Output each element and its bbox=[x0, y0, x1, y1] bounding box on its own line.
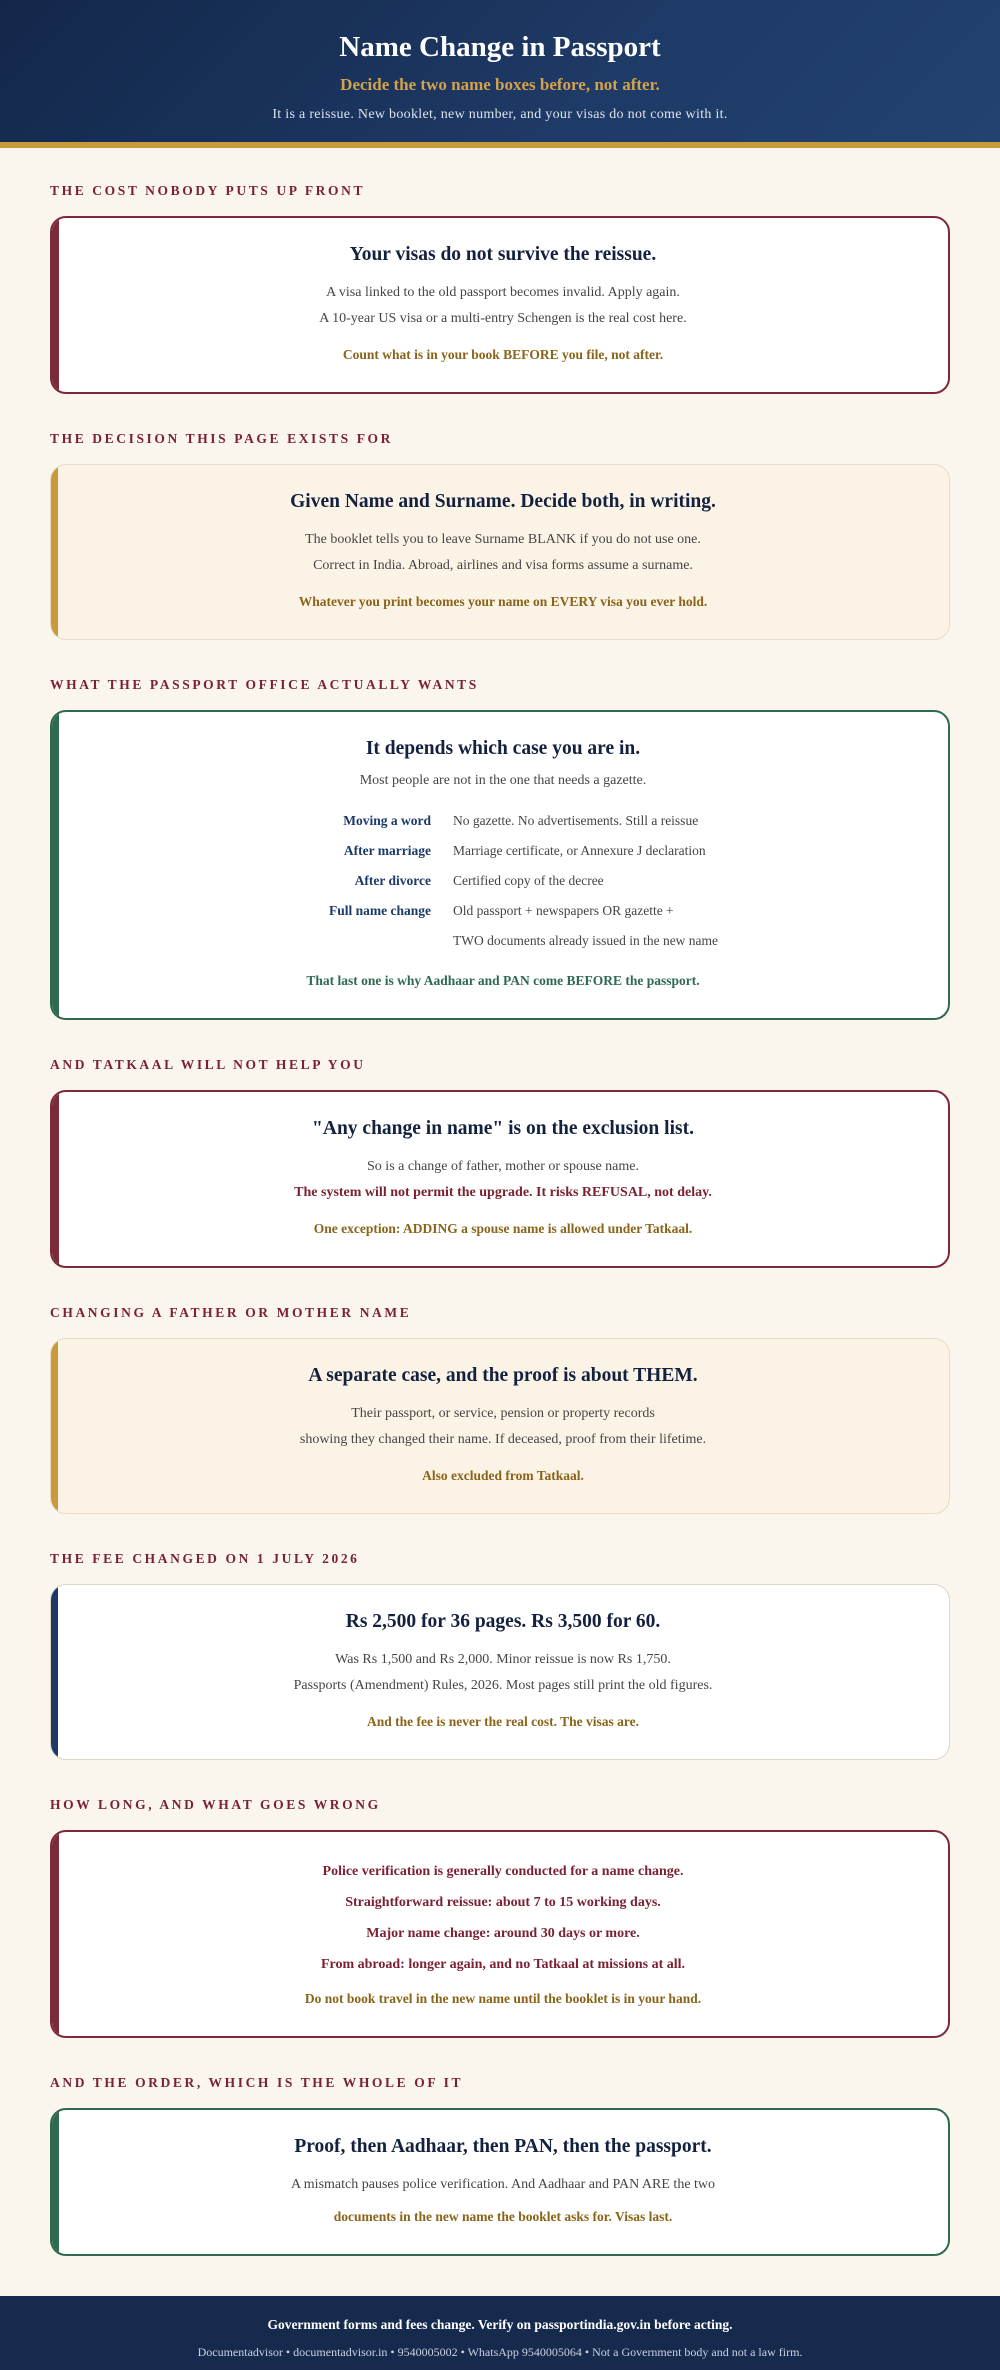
page-tagline: Decide the two name boxes before, not after. bbox=[340, 75, 660, 94]
requirement-row bbox=[223, 806, 783, 836]
card-note: Do not book travel in the new name until the booklet is in your hand. bbox=[304, 1991, 702, 2006]
card-text: So is a change of father, mother or spouse name. bbox=[367, 1159, 639, 1174]
section-label: THE DECISION THIS PAGE EXISTS FOR bbox=[50, 431, 393, 446]
card-text: The booklet tells you to leave Surname BLANK if you do not use one. bbox=[305, 532, 701, 547]
section-label: AND THE ORDER, WHICH IS THE WHOLE OF IT bbox=[50, 2075, 464, 2090]
card-text: A mismatch pauses police verification. And Aadhaar and PAN ARE the two bbox=[290, 2177, 716, 2192]
card-text: Passports (Amendment) Rules, 2026. Most pages still print the old figures. bbox=[293, 1678, 713, 1693]
timeline-item: Major name change: around 30 days or more. bbox=[366, 1926, 640, 1941]
timeline-item: Police verification is generally conducted for a name change. bbox=[322, 1864, 684, 1879]
parent-card bbox=[50, 1338, 950, 1514]
card-heading: Your visas do not survive the reissue. bbox=[349, 244, 657, 265]
requirement-case: Moving a word bbox=[343, 813, 431, 828]
requirement-row bbox=[223, 836, 783, 866]
section-order bbox=[50, 2074, 950, 2256]
timeline-item: Straightforward reissue: about 7 to 15 working days. bbox=[345, 1895, 661, 1910]
card-heading: A separate case, and the proof is about THEM. bbox=[308, 1365, 698, 1386]
page-footer bbox=[0, 2296, 1000, 2370]
cost-card bbox=[50, 216, 950, 394]
footer-disclaimer: Government forms and fees change. Verify on passportindia.gov.in before acting. bbox=[267, 2317, 733, 2332]
section-cost bbox=[50, 182, 950, 394]
tatkaal-card bbox=[50, 1090, 950, 1268]
card-note: Whatever you print becomes your name on EVERY visa you ever hold. bbox=[298, 594, 708, 609]
requirement-row bbox=[223, 926, 783, 956]
order-card bbox=[50, 2108, 950, 2256]
card-text: Was Rs 1,500 and Rs 2,000. Minor reissue is now Rs 1,750. bbox=[335, 1652, 671, 1667]
card-heading: Given Name and Surname. Decide both, in writing. bbox=[290, 491, 716, 512]
card-note: That last one is why Aadhaar and PAN come BEFORE the passport. bbox=[306, 973, 700, 988]
card-heading: Rs 2,500 for 36 pages. Rs 3,500 for 60. bbox=[345, 1611, 661, 1632]
card-note: Also excluded from Tatkaal. bbox=[422, 1468, 584, 1483]
section-label: WHAT THE PASSPORT OFFICE ACTUALLY WANTS bbox=[50, 677, 479, 692]
section-timeline bbox=[50, 1796, 950, 2038]
section-label: AND TATKAAL WILL NOT HELP YOU bbox=[50, 1057, 366, 1072]
page-header bbox=[0, 0, 1000, 148]
requirements-list bbox=[223, 806, 783, 956]
section-label: CHANGING A FATHER OR MOTHER NAME bbox=[50, 1305, 412, 1320]
requirement-case: After divorce bbox=[354, 873, 431, 888]
card-text: A visa linked to the old passport becomes invalid. Apply again. bbox=[326, 285, 680, 300]
decision-card bbox=[50, 464, 950, 640]
section-office bbox=[50, 676, 950, 1020]
card-text: Their passport, or service, pension or property records bbox=[351, 1406, 655, 1421]
fee-card bbox=[50, 1584, 950, 1760]
section-label: HOW LONG, AND WHAT GOES WRONG bbox=[50, 1797, 381, 1812]
requirement-case: Full name change bbox=[328, 903, 431, 918]
card-heading: "Any change in name" is on the exclusion list. bbox=[312, 1118, 694, 1139]
card-note: One exception: ADDING a spouse name is allowed under Tatkaal. bbox=[313, 1221, 693, 1236]
card-text: Correct in India. Abroad, airlines and visa forms assume a surname. bbox=[313, 558, 693, 573]
requirement-case: After marriage bbox=[343, 843, 431, 858]
requirement-proof: Marriage certificate, or Annexure J declaration bbox=[453, 843, 706, 858]
card-note: documents in the new name the booklet asks for. Visas last. bbox=[333, 2209, 673, 2224]
requirement-row bbox=[223, 896, 783, 926]
requirement-proof: Old passport + newspapers OR gazette + bbox=[453, 903, 674, 918]
page-title: Name Change in Passport bbox=[339, 31, 661, 63]
card-heading: It depends which case you are in. bbox=[365, 738, 641, 759]
page-subtitle: It is a reissue. New booklet, new number, and your visas do not come with it. bbox=[272, 107, 728, 122]
requirement-row bbox=[223, 866, 783, 896]
main-content bbox=[0, 148, 1000, 2296]
section-fee bbox=[50, 1550, 950, 1760]
section-parent bbox=[50, 1304, 950, 1514]
timeline-item: From abroad: longer again, and no Tatkaal at missions at all. bbox=[320, 1957, 686, 1972]
card-text: showing they changed their name. If deceased, proof from their lifetime. bbox=[299, 1432, 707, 1447]
requirement-proof: No gazette. No advertisements. Still a reissue bbox=[453, 813, 699, 828]
card-text: A 10-year US visa or a multi-entry Schengen is the real cost here. bbox=[319, 311, 687, 326]
card-warning: The system will not permit the upgrade. It risks REFUSAL, not delay. bbox=[294, 1185, 712, 1200]
office-card bbox=[50, 710, 950, 1020]
section-label: THE FEE CHANGED ON 1 JULY 2026 bbox=[50, 1551, 360, 1566]
requirement-case bbox=[223, 926, 453, 956]
card-text: Most people are not in the one that needs a gazette. bbox=[359, 773, 647, 788]
requirement-proof: TWO documents already issued in the new name bbox=[453, 933, 719, 948]
requirement-proof: Certified copy of the decree bbox=[453, 873, 604, 888]
section-tatkaal bbox=[50, 1056, 950, 1268]
card-heading: Proof, then Aadhaar, then PAN, then the passport. bbox=[294, 2136, 712, 2157]
card-note: Count what is in your book BEFORE you file, not after. bbox=[342, 347, 664, 362]
section-decision bbox=[50, 430, 950, 640]
timeline-card bbox=[50, 1830, 950, 2038]
card-note: And the fee is never the real cost. The visas are. bbox=[367, 1714, 639, 1729]
section-label: THE COST NOBODY PUTS UP FRONT bbox=[50, 183, 366, 198]
footer-contact: Documentadvisor • documentadvisor.in • 9540005002 • WhatsApp 9540005064 • Not a Government body and not a law firm. bbox=[197, 2345, 803, 2359]
